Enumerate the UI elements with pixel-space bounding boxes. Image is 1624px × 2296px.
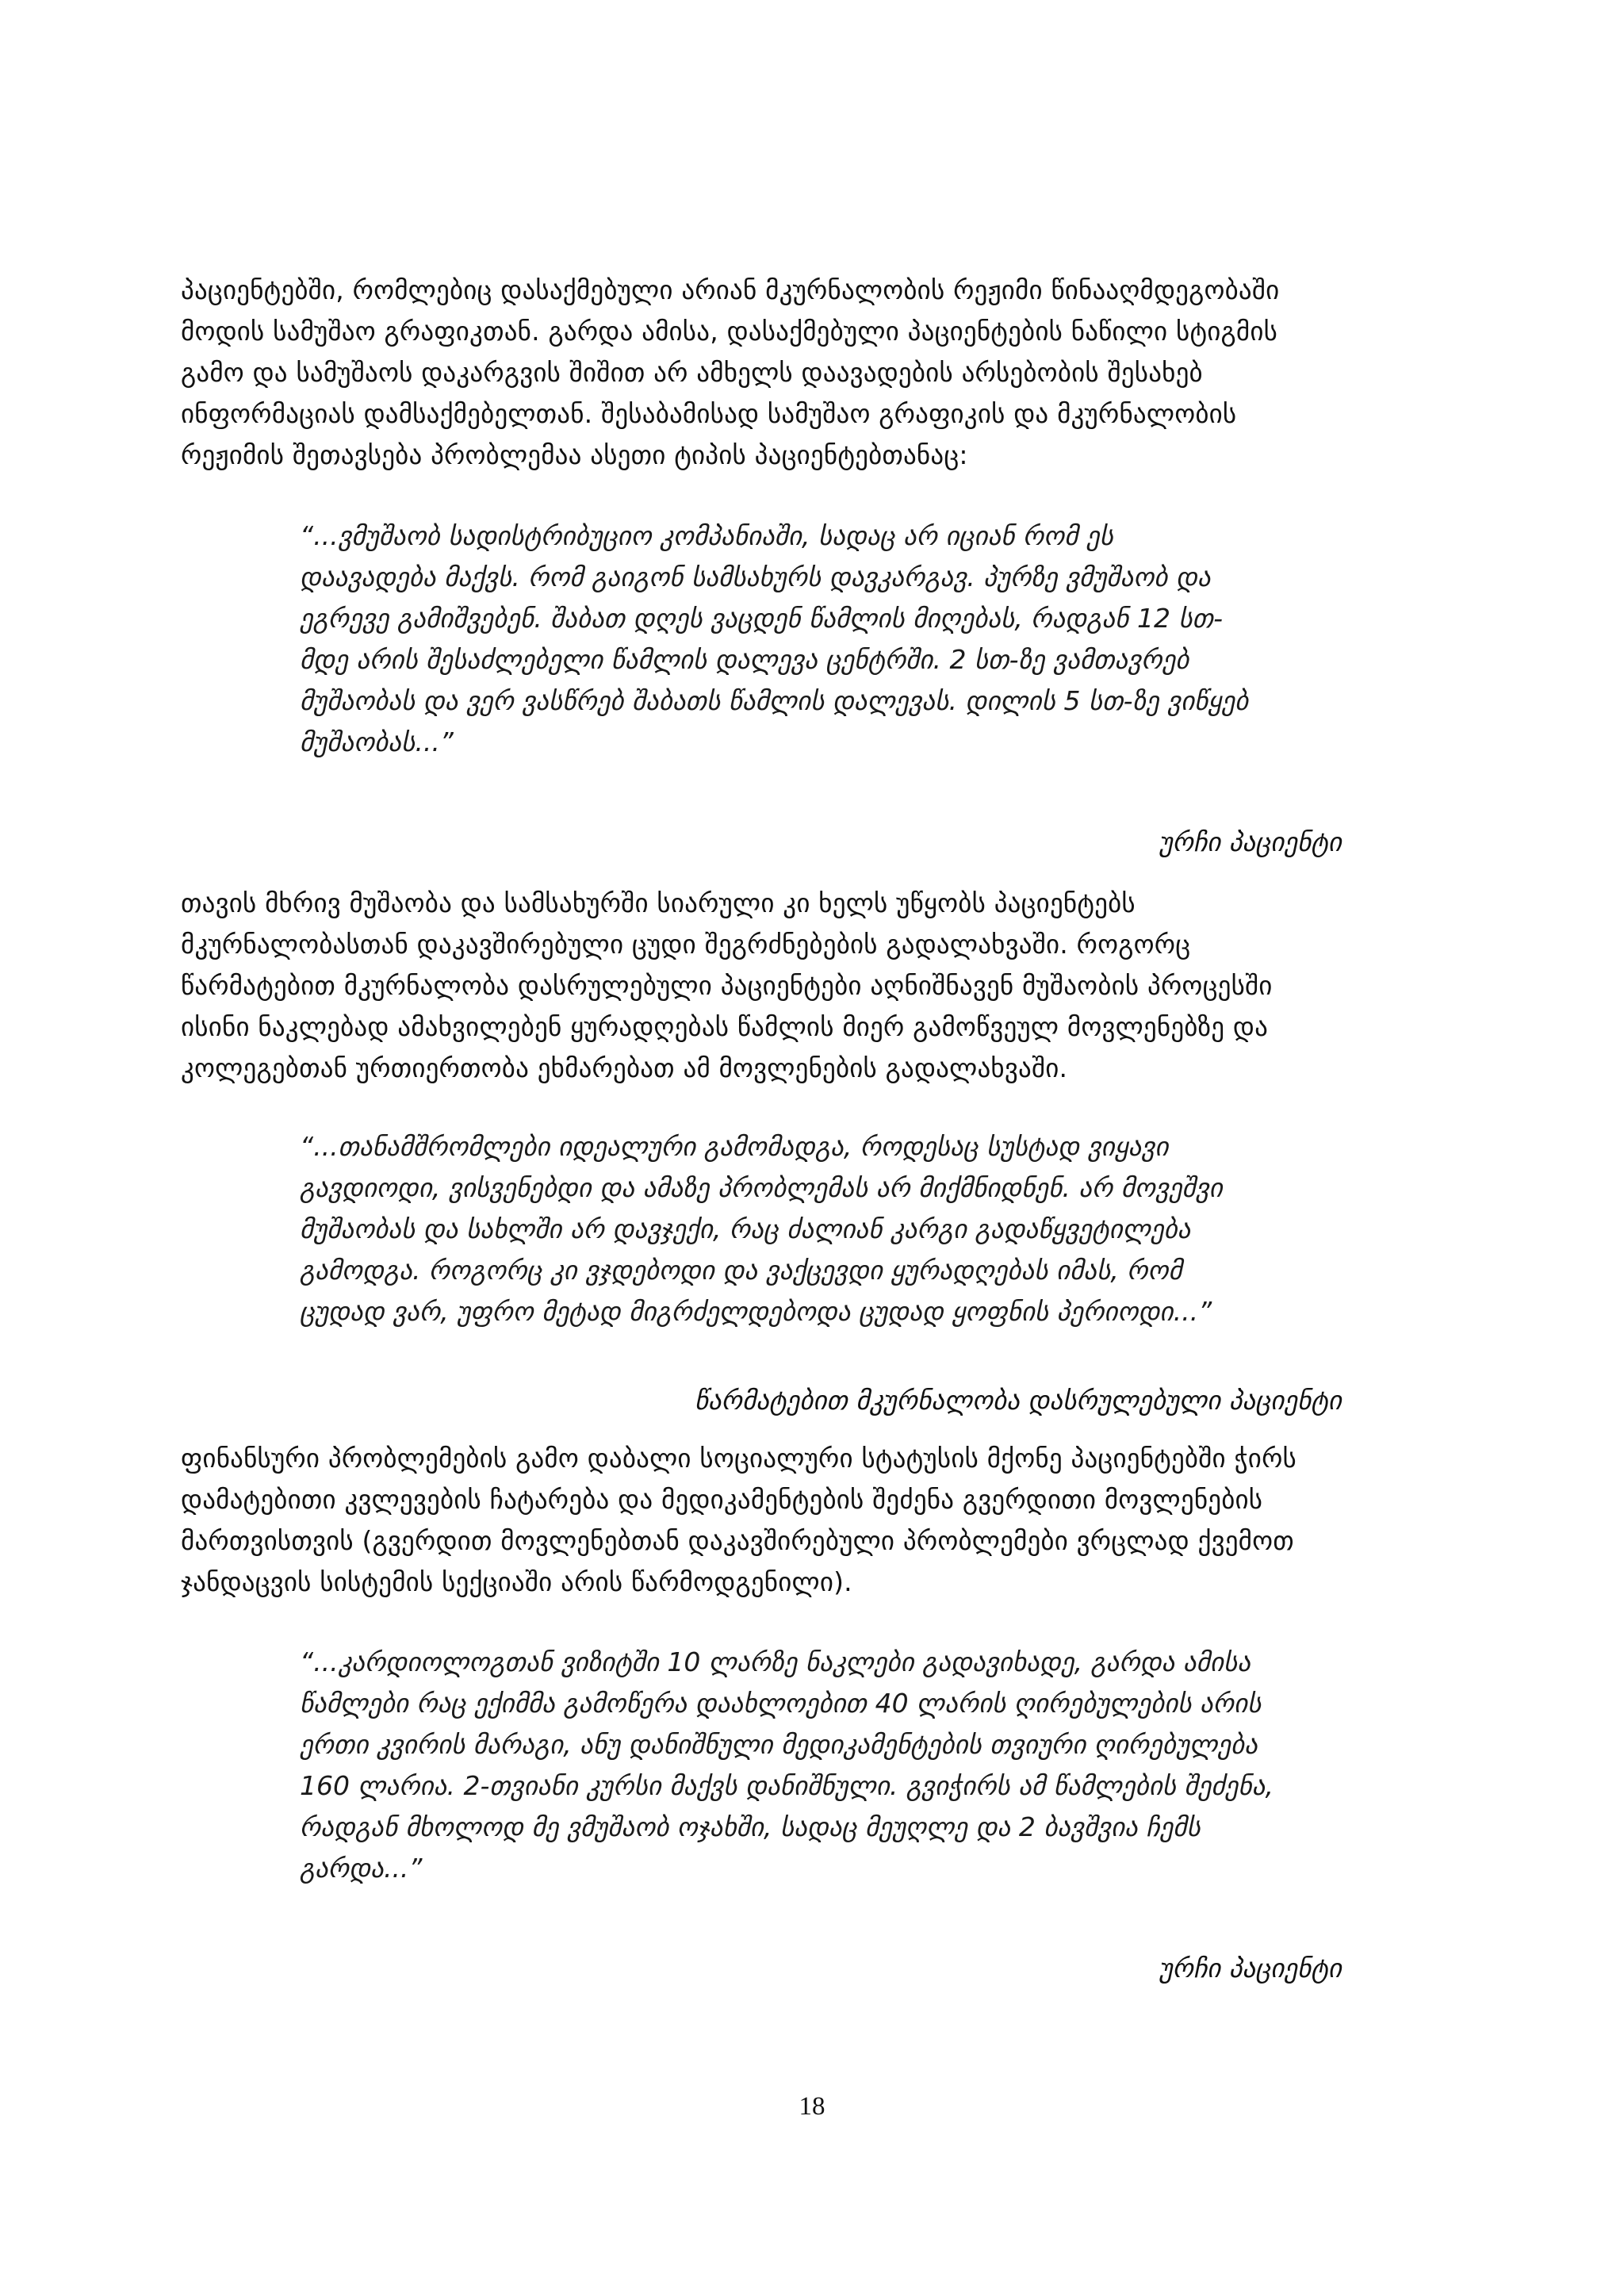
body-paragraph-2: თავის მხრივ მუშაობა და სამსახურში სიარული კი ხელს უწყობს პაციენტებს მკურნალობასთან დაკავშირებული ცუდი შეგრძნებების გადალახვაში. როგორც წარმატებით მკურნალობა დასრულებული პაციენტები აღნიშნავენ მუშაობის პროცესში ისინი ნაკლებად ამახვილებენ ყურადღებას წამლის მიერ გამოწვეულ მოვლენებზე და კოლეგებთან ურთიერთობა ეხმარებათ ამ მოვლენების გადალახვაში.: [181, 887, 1273, 1083]
quote-attribution-1: ურჩი პაციენტი: [1159, 826, 1342, 857]
interview-quote-2: “...თანამშრომლები იდეალური გამომადგა, როდესაც სუსტად ვიყავი გავდიოდი, ვისვენებდი და ამაზე პრობლემას არ მიქმნიდნენ. არ მოვეშვი მუშაობას და სახლში არ დავჯექი, რაც ძალიან კარგი გადაწყვეტილება გამოდგა. როგორც კი ვჯდებოდი და ვაქცევდი ყურადღებას იმას, რომ ცუდად ვარ, უფრო მეტად მიგრძელდებოდა ცუდად ყოფნის პერიოდი...”: [300, 1131, 1223, 1327]
quote-attribution-3: ურჩი პაციენტი: [1159, 1953, 1342, 1984]
page-number: 18: [799, 2092, 825, 2121]
body-paragraph-1: პაციენტებში, რომლებიც დასაქმებული არიან მკურნალობის რეჟიმი წინააღმდეგობაში მოდის სამუშაო გრაფიკთან. გარდა ამისა, დასაქმებული პაციენტების ნაწილი სტიგმის გამო და სამუშაოს დაკარგვის შიშით არ ამხელს დაავადების არსებობის შესახებ ინფორმაციას დამსაქმებელთან. შესაბამისად სამუშაო გრაფიკის და მკურნალობის რეჟიმის შეთავსება პრობლემაა ასეთი ტიპის პაციენტებთანაც:: [181, 274, 1280, 470]
interview-quote-1: “...ვმუშაობ სადისტრიბუციო კომპანიაში, სადაც არ იციან რომ ეს დაავადება მაქვს. რომ გაიგონ სამსახურს დავკარგავ. პურზე ვმუშაობ და ეგრევე გამიშვებენ. შაბათ დღეს ვაცდენ წამლის მიღებას, რადგან 12 სთ- მდე არის შესაძლებელი წამლის დალევა ცენტრში. 2 სთ-ზე ვამთავრებ მუშაობას და ვერ ვასწრებ შაბათს წამლის დალევას. დილის 5 სთ-ზე ვიწყებ მუშაობას...”: [300, 520, 1249, 757]
quote-attribution-2: წარმატებით მკურნალობა დასრულებული პაციენტი: [694, 1385, 1342, 1416]
interview-quote-3: “...კარდიოლოგთან ვიზიტში 10 ლარზე ნაკლები გადავიხადე, გარდა ამისა წამლები რაც ექიმმა გამოწერა დაახლოებით 40 ლარის ღირებულების არის ერთი კვირის მარაგი, ანუ დანიშნული მედიკამენტების თვიური ღირებულება 160 ლარია. 2-თვიანი კურსი მაქვს დანიშნული. გვიჭირს ამ წამლების შეძენა, რადგან მხოლოდ მე ვმუშაობ ოჯახში, სადაც მეუღლე და 2 ბავშვია ჩემს გარდა...”: [300, 1646, 1274, 1884]
body-paragraph-3: ფინანსური პრობლემების გამო დაბალი სოციალური სტატუსის მქონე პაციენტებში ჭირს დამატებითი კვლევების ჩატარება და მედიკამენტების შეძენა გვერდითი მოვლენების მართვისთვის (გვერდით მოვლენებთან დაკავშირებული პრობლემები ვრცლად ქვემოთ ჯანდაცვის სისტემის სექციაში არის წარმოდგენილი).: [181, 1443, 1297, 1597]
